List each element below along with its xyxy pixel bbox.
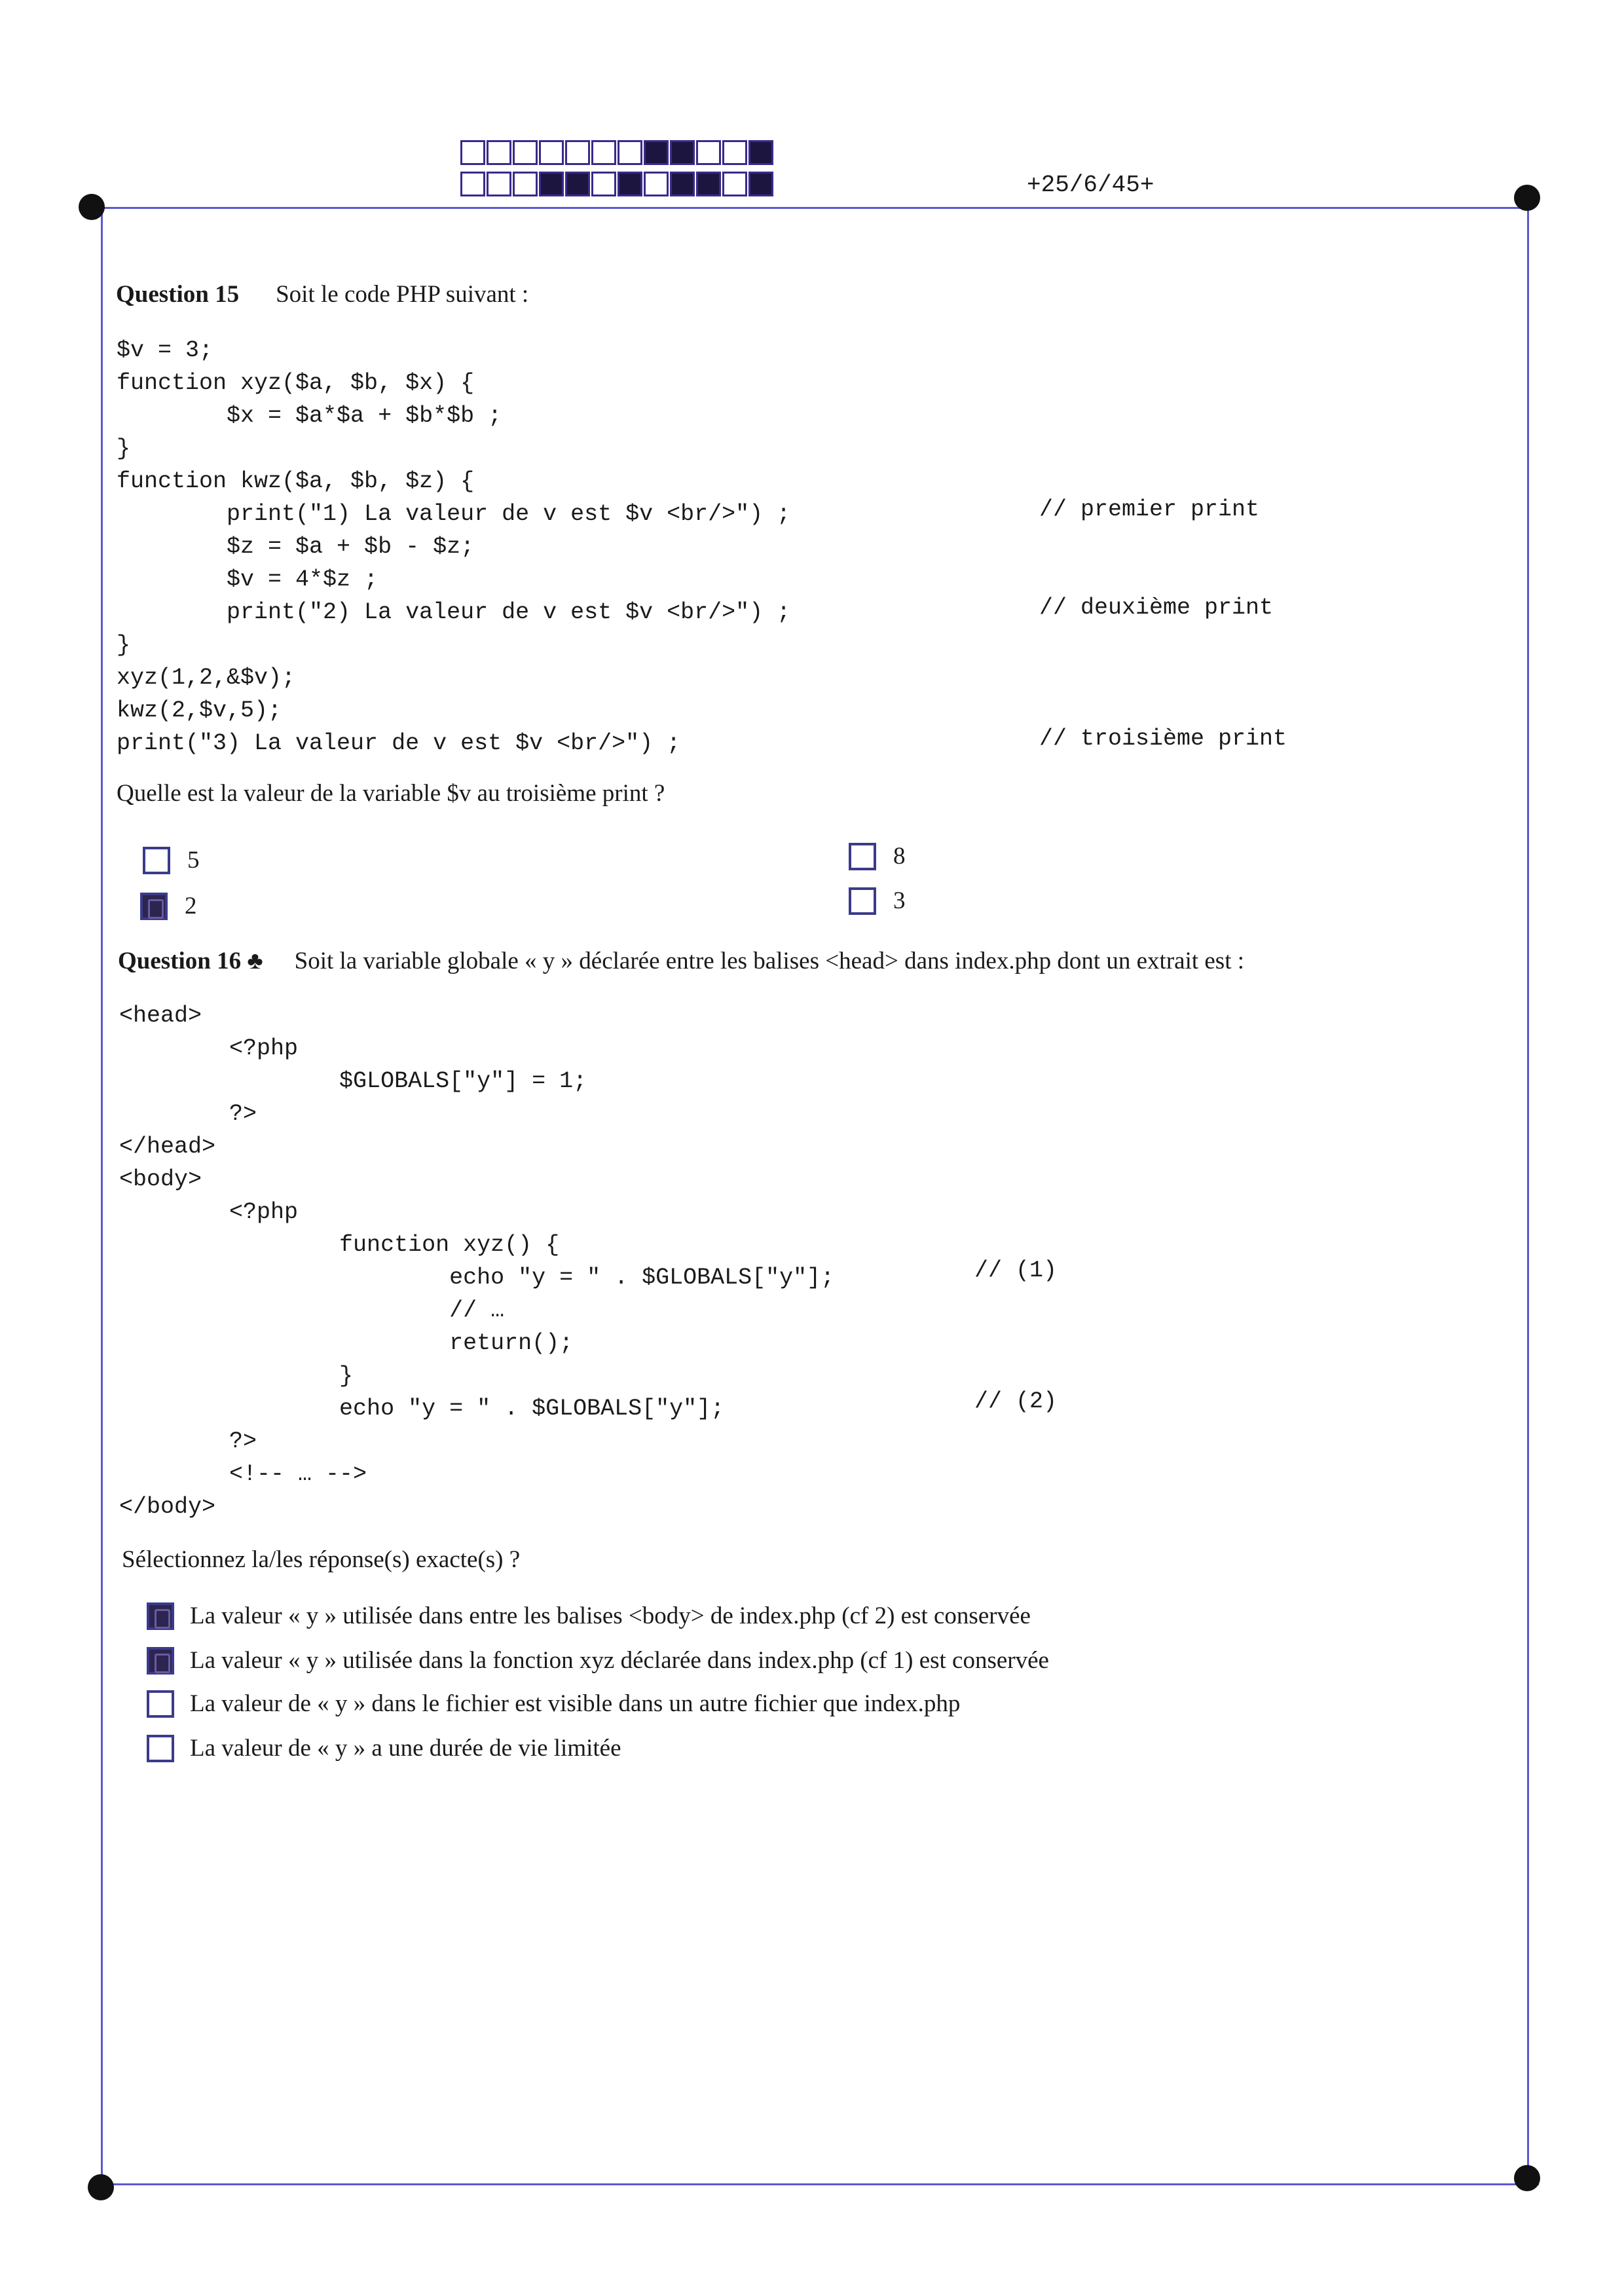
corner-mark-bottom-right bbox=[1514, 2165, 1540, 2191]
barcode-row-2 bbox=[460, 172, 775, 196]
checkbox-checked[interactable] bbox=[140, 893, 168, 920]
frame-bottom bbox=[98, 2183, 1539, 2185]
code-line: // … bbox=[119, 1297, 505, 1324]
code-line: $GLOBALS["y"] = 1; bbox=[119, 1068, 587, 1094]
question-16-label: Question 16 ♣ bbox=[118, 948, 263, 974]
q15-option-8[interactable] bbox=[849, 842, 906, 870]
question-16-intro: Soit la variable globale « y » déclarée entre les balises <head> dans index.php dont un extrait est : bbox=[294, 948, 1245, 974]
code-line: ?> bbox=[119, 1101, 257, 1127]
barcode-cell bbox=[644, 140, 669, 165]
q16-option-b[interactable] bbox=[147, 1646, 1049, 1675]
code-line: <?php bbox=[119, 1035, 299, 1062]
code-line: <?php bbox=[119, 1199, 299, 1225]
code-comment-2: // (2) bbox=[974, 1388, 1058, 1415]
question-15-title bbox=[116, 280, 528, 308]
option-label: La valeur de « y » dans le fichier est visible dans un autre fichier que index.php bbox=[190, 1690, 961, 1717]
checkbox[interactable] bbox=[147, 1690, 174, 1718]
question-15-prompt: Quelle est la valeur de la variable $v au troisième print ? bbox=[117, 780, 665, 807]
barcode-cell bbox=[722, 172, 747, 196]
code-line: </head> bbox=[119, 1134, 216, 1160]
code-line: return(); bbox=[119, 1330, 574, 1356]
frame-top bbox=[92, 207, 1530, 209]
barcode-cell bbox=[722, 140, 747, 165]
corner-mark-top-right bbox=[1514, 185, 1540, 211]
barcode-cell bbox=[748, 172, 773, 196]
code-line: $x = $a*$a + $b*$b ; bbox=[117, 403, 502, 429]
code-line: print("1) La valeur de v est $v <br/>") ; bbox=[117, 501, 791, 527]
code-line: ?> bbox=[119, 1428, 257, 1454]
question-15-label: Question 15 bbox=[116, 281, 240, 308]
q16-option-d[interactable] bbox=[147, 1734, 621, 1762]
code-line: <!-- … --> bbox=[119, 1461, 367, 1487]
code-line: print("2) La valeur de v est $v <br/>") ; bbox=[117, 599, 791, 625]
barcode-cell bbox=[539, 172, 564, 196]
code-line: print("3) La valeur de v est $v <br/>") ; bbox=[117, 730, 681, 756]
code-line: } bbox=[117, 435, 131, 462]
barcode-cell bbox=[513, 172, 538, 196]
code-line: } bbox=[117, 632, 131, 658]
barcode-cell bbox=[696, 140, 721, 165]
question-15-intro: Soit le code PHP suivant : bbox=[276, 281, 529, 308]
option-label: 8 bbox=[893, 843, 906, 870]
code-line: function kwz($a, $b, $z) { bbox=[117, 468, 475, 494]
barcode-cell bbox=[539, 140, 564, 165]
code-line: function xyz($a, $b, $x) { bbox=[117, 370, 475, 396]
barcode-cell bbox=[591, 172, 616, 196]
checkbox[interactable] bbox=[849, 843, 876, 870]
question-15-code bbox=[117, 334, 790, 760]
checkbox-checked[interactable] bbox=[147, 1647, 174, 1675]
code-line: $v = 4*$z ; bbox=[117, 566, 378, 593]
question-16-prompt: Sélectionnez la/les réponse(s) exacte(s) ? bbox=[122, 1546, 521, 1573]
barcode-cell bbox=[487, 140, 511, 165]
q15-option-3[interactable] bbox=[849, 887, 906, 915]
barcode-cell bbox=[460, 140, 485, 165]
code-line: echo "y = " . $GLOBALS["y"]; bbox=[119, 1265, 835, 1291]
frame-left bbox=[101, 207, 103, 2185]
code-line: <body> bbox=[119, 1166, 202, 1193]
barcode-cell bbox=[696, 172, 721, 196]
barcode-cell bbox=[644, 172, 669, 196]
option-label: 5 bbox=[187, 847, 200, 874]
q16-option-a[interactable] bbox=[147, 1602, 1031, 1630]
checkbox-checked[interactable] bbox=[147, 1602, 174, 1630]
code-comment-premier: // premier print bbox=[1039, 496, 1260, 523]
corner-mark-bottom-left bbox=[88, 2174, 114, 2200]
code-line: echo "y = " . $GLOBALS["y"]; bbox=[119, 1396, 725, 1422]
barcode-cell bbox=[618, 140, 642, 165]
barcode-cell bbox=[565, 140, 590, 165]
corner-mark-top-left bbox=[79, 194, 105, 220]
barcode-cell bbox=[565, 172, 590, 196]
code-line: function xyz() { bbox=[119, 1232, 560, 1258]
code-comment-troisieme: // troisième print bbox=[1039, 726, 1287, 752]
q16-option-c[interactable] bbox=[147, 1690, 960, 1718]
code-line: $z = $a + $b - $z; bbox=[117, 534, 475, 560]
code-line: </body> bbox=[119, 1494, 216, 1520]
barcode-row-1 bbox=[460, 140, 775, 165]
checkbox[interactable] bbox=[143, 847, 170, 874]
page-id-code: +25/6/45+ bbox=[1027, 172, 1154, 198]
barcode-cell bbox=[460, 172, 485, 196]
q15-option-2[interactable] bbox=[140, 892, 197, 920]
q15-option-5[interactable] bbox=[143, 846, 200, 874]
code-line: <head> bbox=[119, 1003, 202, 1029]
code-line: $v = 3; bbox=[117, 337, 213, 363]
barcode-cell bbox=[670, 140, 695, 165]
barcode-cell bbox=[591, 140, 616, 165]
option-label: 3 bbox=[893, 887, 906, 914]
option-label: La valeur « y » utilisée dans la fonction xyz déclarée dans index.php (cf 1) est conservée bbox=[190, 1647, 1049, 1674]
checkbox[interactable] bbox=[147, 1735, 174, 1762]
code-comment-deuxieme: // deuxième print bbox=[1039, 595, 1274, 621]
code-line: kwz(2,$v,5); bbox=[117, 697, 282, 724]
question-16-title bbox=[118, 947, 1244, 975]
frame-right bbox=[1527, 196, 1529, 2185]
code-comment-1: // (1) bbox=[974, 1257, 1058, 1284]
checkbox[interactable] bbox=[849, 887, 876, 915]
barcode-cell bbox=[618, 172, 642, 196]
barcode-cell bbox=[748, 140, 773, 165]
code-line: xyz(1,2,&$v); bbox=[117, 665, 296, 691]
question-16-code bbox=[119, 999, 834, 1523]
option-label: La valeur de « y » a une durée de vie limitée bbox=[190, 1735, 621, 1762]
barcode-cell bbox=[487, 172, 511, 196]
barcode-cell bbox=[670, 172, 695, 196]
code-line: } bbox=[119, 1363, 354, 1389]
barcode-cell bbox=[513, 140, 538, 165]
option-label: La valeur « y » utilisée dans entre les balises <body> de index.php (cf 2) est conservée bbox=[190, 1602, 1031, 1629]
option-label: 2 bbox=[185, 893, 197, 919]
